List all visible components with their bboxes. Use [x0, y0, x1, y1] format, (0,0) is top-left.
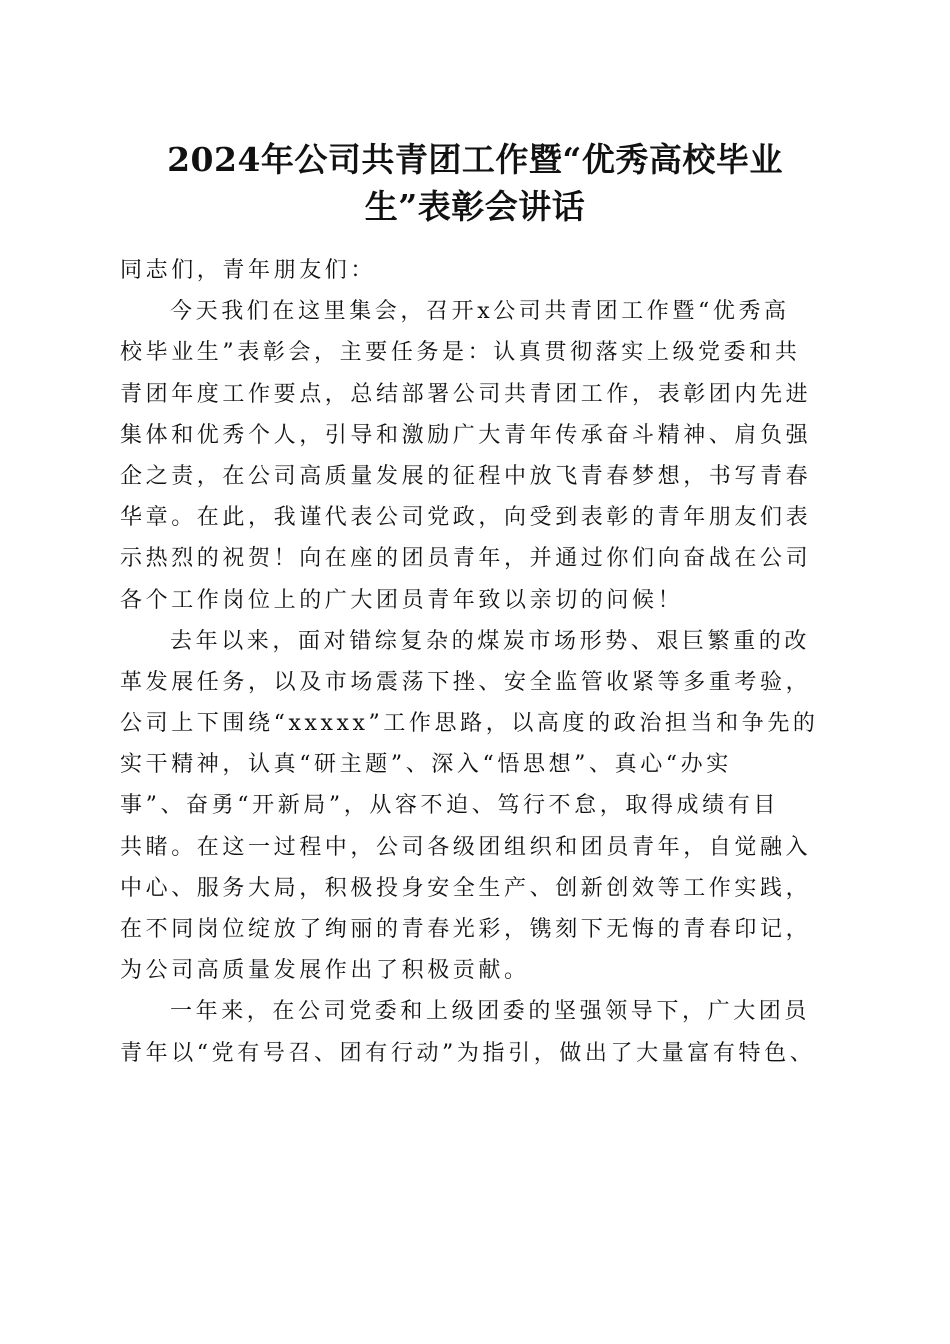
text-line: 示热烈的祝贺！向在座的团员青年，并通过你们向奋战在公司	[120, 546, 812, 572]
paragraph-2	[120, 621, 832, 992]
text-line: 青年以“党有号召、团有行动”为指引，做出了大量富有特色、	[120, 1040, 816, 1066]
paragraph-1	[120, 291, 832, 621]
text-line: 华章。在此，我谨代表公司党政，向受到表彰的青年朋友们表	[120, 505, 812, 531]
text-line: 各个工作岗位上的广大团员青年致以亲切的问候！	[120, 587, 684, 613]
text-line: 公司上下围绕“xxxxx”工作思路，以高度的政治担当和争先的	[120, 711, 819, 737]
text-line: 在不同岗位绽放了绚丽的青春光彩，镌刻下无悔的青春印记，	[120, 917, 812, 942]
text-line: 实干精神，认真“研主题”、深入“悟思想”、真心“办实	[120, 752, 732, 778]
text-line: 革发展任务，以及市场震荡下挫、安全监管收紧等多重考验，	[120, 669, 812, 695]
text-line: 事”、奋勇“开新局”，从容不迫、笃行不怠，取得成绩有目	[120, 793, 779, 819]
text-line: 校毕业生”表彰会，主要任务是：认真贯彻落实上级党委和共	[120, 340, 801, 366]
text-line: 中心、服务大局，积极投身安全生产、创新创效等工作实践，	[120, 875, 812, 901]
paragraph-3	[120, 991, 832, 1073]
text-line: 今天我们在这里集会，召开x公司共青团工作暨“优秀高	[170, 299, 790, 325]
title-line-2: 生”表彰会讲话	[364, 187, 586, 226]
text-line: 去年以来，面对错综复杂的煤炭市场形势、艰巨繁重的改	[170, 628, 811, 654]
text-line: 企之责，在公司高质量发展的征程中放飞青春梦想，书写青春	[120, 463, 812, 489]
title-line-1: 2024年公司共青团工作暨“优秀高校毕业	[167, 140, 783, 179]
text-line: 青团年度工作要点，总结部署公司共青团工作，表彰团内先进	[120, 381, 812, 407]
text-line: 为公司高质量发展作出了积极贡献。	[120, 958, 530, 984]
page-title	[120, 136, 830, 230]
text-line: 集体和优秀个人，引导和激励广大青年传承奋斗精神、肩负强	[120, 422, 812, 448]
text-line: 共睹。在这一过程中，公司各级团组织和团员青年，自觉融入	[120, 834, 812, 860]
document-body	[120, 250, 832, 1074]
text-line: 一年来，在公司党委和上级团委的坚强领导下，广大团员	[170, 999, 811, 1025]
salutation: 同志们，青年朋友们：	[120, 258, 377, 283]
